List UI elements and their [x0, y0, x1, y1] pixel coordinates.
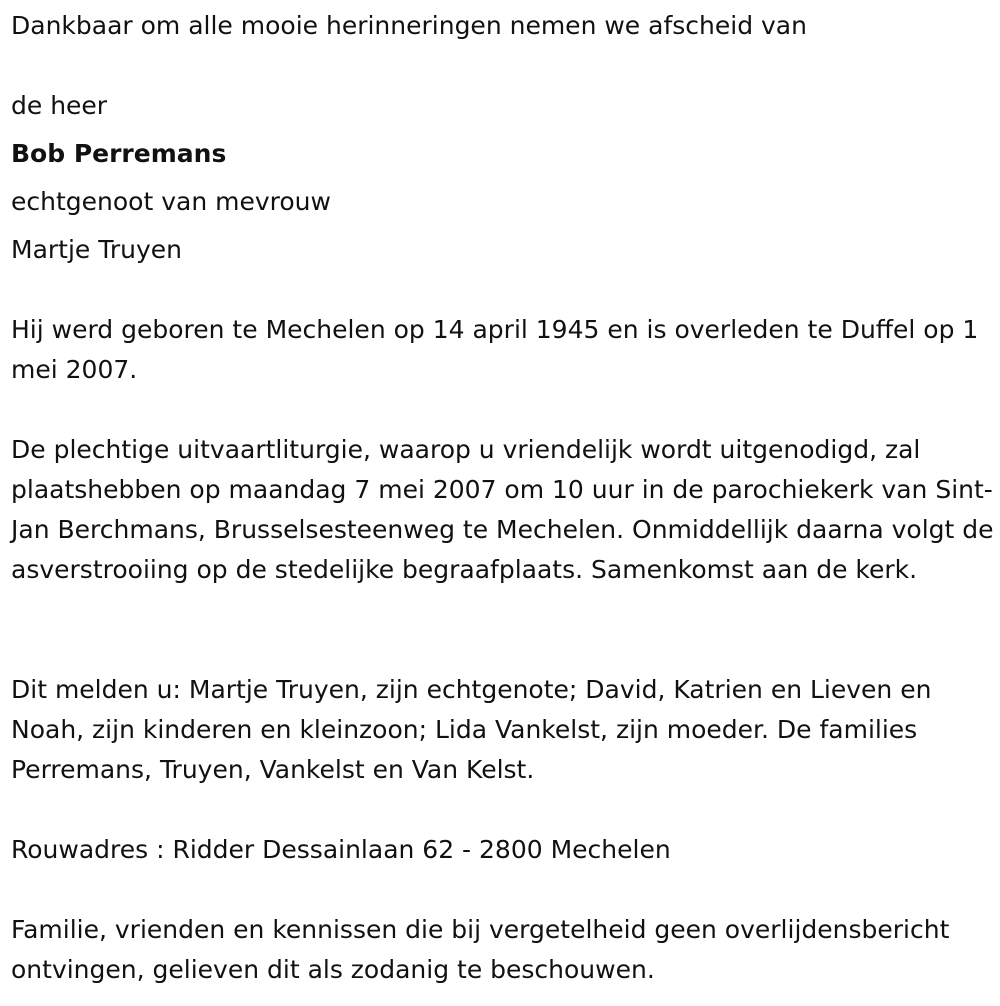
spouse-name: Martje Truyen	[11, 235, 182, 264]
relation-text: echtgenoot van mevrouw	[11, 187, 331, 216]
intro-text: Dankbaar om alle mooie herinneringen nemen we afscheid van	[11, 11, 807, 40]
closing-paragraph: Familie, vrienden en kennissen die bij vergetelheid geen overlijdensbericht ontvingen, gelieven dit als zodanig te beschouwen.	[11, 915, 950, 984]
title-text: de heer	[11, 91, 108, 120]
funeral-paragraph: De plechtige uitvaartliturgie, waarop u vriendelijk wordt uitgenodigd, zal plaatshebben op maandag 7 mei 2007 om 10 uur in de parochiekerk van Sint-Jan Berchmans, Brusselsesteenweg te Mechelen. Onmiddellijk daarna volgt de asverstrooiing op de stedelijke begraafplaats. Samenkomst aan de kerk.	[11, 435, 994, 584]
announcers-paragraph: Dit melden u: Martje Truyen, zijn echtgenote; David, Katrien en Lieven en Noah, zijn kinderen en kleinzoon; Lida Vankelst, zijn moeder. De families Perremans, Truyen, Vankelst en Van Kelst.	[11, 675, 932, 784]
mourning-address: Rouwadres : Ridder Dessainlaan 62 - 2800 Mechelen	[11, 835, 671, 864]
birth-death-paragraph: Hij werd geboren te Mechelen op 14 april 1945 en is overleden te Duffel op 1 mei 2007.	[11, 315, 979, 384]
deceased-name: Bob Perremans	[11, 139, 227, 168]
